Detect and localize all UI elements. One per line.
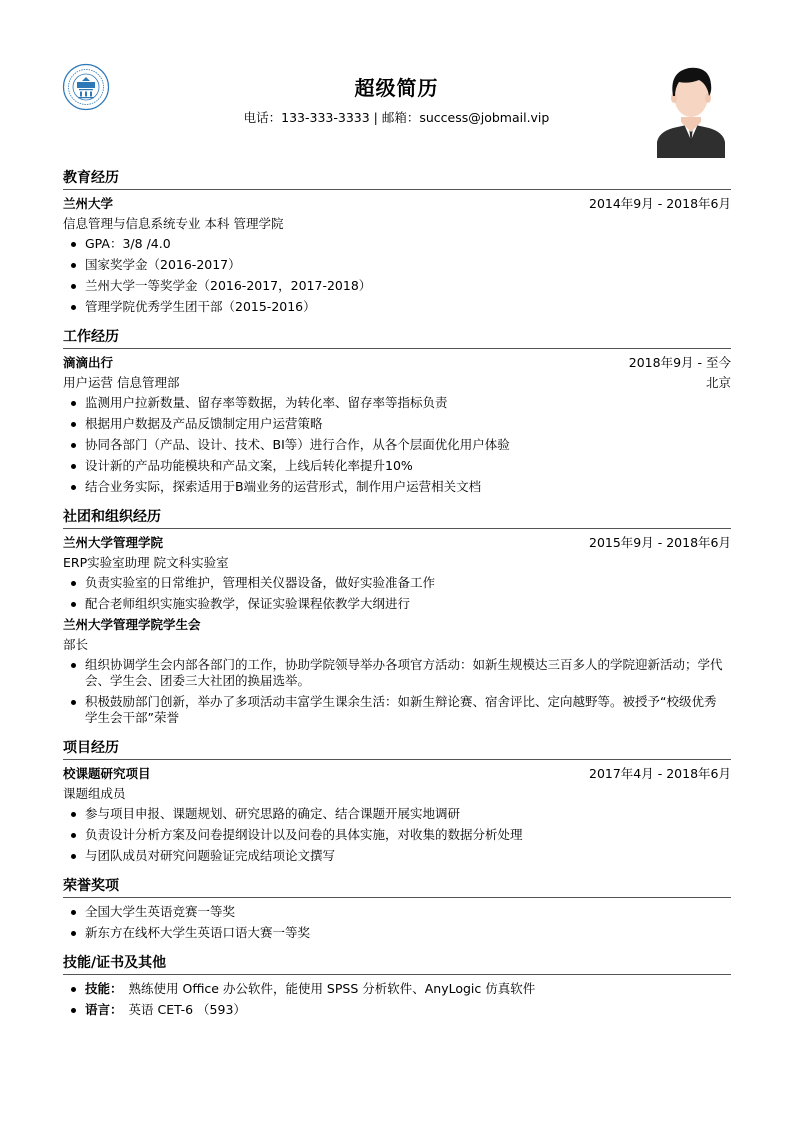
resume-title: 超级简历 (354, 76, 439, 100)
entry-subtitle-row (63, 784, 731, 804)
entry-org: 兰州大学管理学院学生会 (63, 617, 201, 632)
entry-subtitle-row (63, 635, 731, 655)
bullet-list (63, 804, 731, 867)
list-item (67, 979, 731, 1000)
entry-header (63, 615, 731, 635)
skill-text: 熟练使用 Office 办公软件，能使用 SPSS 分析软件、AnyLogic 仿真软件 (128, 981, 536, 996)
section-title: 社团和组织经历 (63, 507, 731, 529)
bullet-list (63, 655, 731, 729)
section-title: 教育经历 (63, 168, 731, 190)
skills-section (63, 953, 731, 1021)
entry-org: 滴滴出行 (63, 355, 114, 370)
list-item: 与团队成员对研究问题验证完成结项论文撰写 (67, 846, 731, 867)
entry-subtitle: 课题组成员 (63, 786, 126, 801)
bullet-list (63, 979, 731, 1021)
list-item: 兰州大学一等奖学金（2016-2017，2017-2018） (67, 276, 731, 297)
entry-date: 2017年4月 - 2018年6月 (589, 766, 731, 781)
honors-section (63, 876, 731, 944)
list-item: 根据用户数据及产品反馈制定用户运营策略 (67, 414, 731, 435)
work-section (63, 327, 731, 498)
resume-header (0, 74, 793, 126)
list-item: 配合老师组织实施实验教学，保证实验课程依教学大纲进行 (67, 594, 731, 615)
list-item: 组织协调学生会内部各部门的工作，协助学院领导举办各项官方活动：如新生规模达三百多人的学院迎新活动；学代会、学生会、团委三大社团的换届选举。 (67, 655, 731, 692)
section-title: 荣誉奖项 (63, 876, 731, 898)
list-item: 管理学院优秀学生团干部（2015-2016） (67, 297, 731, 318)
entry-header (63, 533, 731, 553)
list-item: 参与项目申报、课题规划、研究思路的确定、结合课题开展实地调研 (67, 804, 731, 825)
entry-subtitle: ERP实验室助理 院文科实验室 (63, 555, 229, 570)
list-item: 积极鼓励部门创新，举办了多项活动丰富学生课余生活：如新生辩论赛、宿舍评比、定向越野等。被授予“校级优秀学生会干部”荣誉 (67, 692, 731, 729)
list-item: 设计新的产品功能模块和产品文案，上线后转化率提升10% (67, 456, 731, 477)
entry-location: 北京 (705, 375, 731, 390)
education-section (63, 168, 731, 318)
skill-label: 技能： (85, 981, 123, 996)
bullet-list (63, 902, 731, 944)
skill-text: 英语 CET-6 （593） (128, 1002, 246, 1017)
bullet-list (63, 393, 731, 498)
section-title: 技能/证书及其他 (63, 953, 731, 975)
entry-date: 2015年9月 - 2018年6月 (589, 535, 731, 550)
list-item (67, 1000, 731, 1021)
list-item: 负责实验室的日常维护，管理相关仪器设备，做好实验准备工作 (67, 573, 731, 594)
entry-header (63, 353, 731, 373)
entry-org: 兰州大学 (63, 196, 114, 211)
bullet-list (63, 573, 731, 615)
contact-line: 电话：133-333-3333 | 邮箱：success@jobmail.vip (243, 110, 550, 125)
clubs-section (63, 507, 731, 729)
list-item: GPA：3/8 /4.0 (67, 234, 731, 255)
bullet-list (63, 234, 731, 318)
entry-header (63, 764, 731, 784)
entry-date: 2018年9月 - 至今 (628, 355, 731, 370)
list-item: 结合业务实际，探索适用于B端业务的运营形式，制作用户运营相关文档 (67, 477, 731, 498)
entry-subtitle-row (63, 373, 731, 393)
list-item: 负责设计分析方案及问卷提纲设计以及问卷的具体实施，对收集的数据分析处理 (67, 825, 731, 846)
section-title: 工作经历 (63, 327, 731, 349)
resume-content (63, 168, 731, 1030)
entry-org: 校课题研究项目 (63, 766, 151, 781)
entry-subtitle: 部长 (63, 637, 89, 652)
entry-subtitle: 信息管理与信息系统专业 本科 管理学院 (63, 216, 284, 231)
entry-date: 2014年9月 - 2018年6月 (589, 196, 731, 211)
list-item: 新东方在线杯大学生英语口语大赛一等奖 (67, 923, 731, 944)
entry-org: 兰州大学管理学院 (63, 535, 164, 550)
list-item: 协同各部门（产品、设计、技术、BI等）进行合作，从各个层面优化用户体验 (67, 435, 731, 456)
entry-subtitle-row (63, 553, 731, 573)
skill-label: 语言： (85, 1002, 123, 1017)
list-item: 监测用户拉新数量、留存率等数据，为转化率、留存率等指标负责 (67, 393, 731, 414)
section-title: 项目经历 (63, 738, 731, 760)
list-item: 全国大学生英语竞赛一等奖 (67, 902, 731, 923)
list-item: 国家奖学金（2016-2017） (67, 255, 731, 276)
entry-header (63, 194, 731, 214)
entry-subtitle-row (63, 214, 731, 234)
entry-subtitle: 用户运营 信息管理部 (63, 375, 180, 390)
projects-section (63, 738, 731, 867)
